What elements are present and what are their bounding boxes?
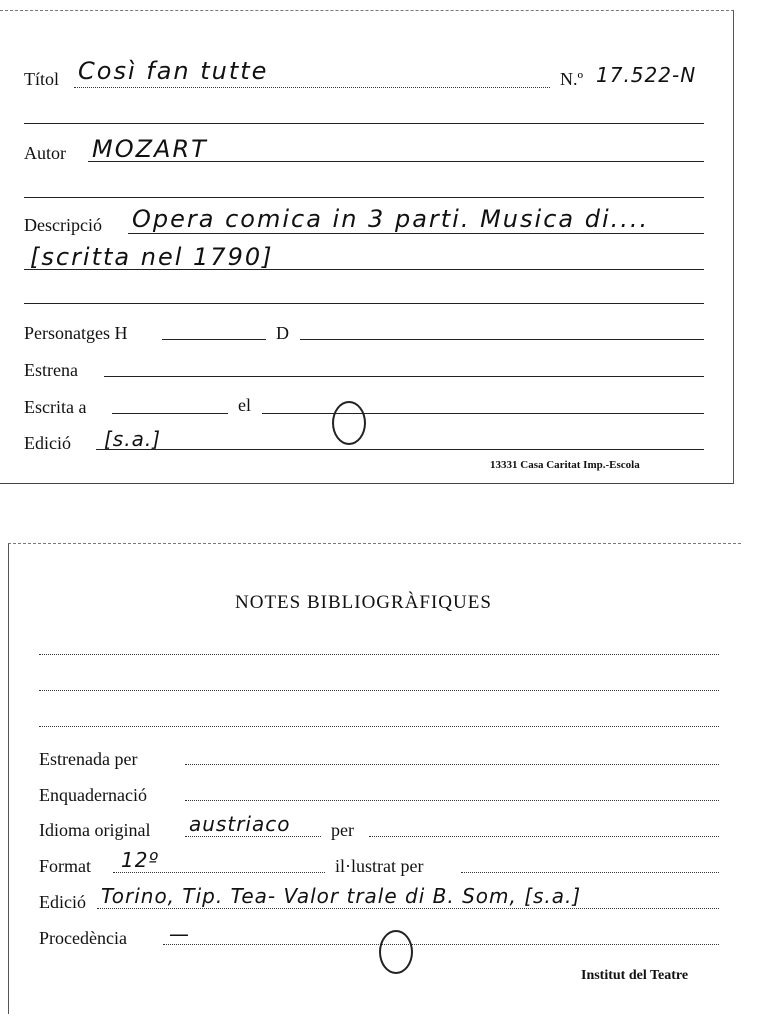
card2-footer: Institut del Teatre	[581, 968, 689, 983]
edicio-label: Edició	[24, 433, 71, 453]
descripcio-value-line2: [scritta nel 1790]	[30, 243, 274, 271]
punch-hole	[332, 401, 366, 445]
escrita-el-label: el	[238, 395, 251, 415]
card1-footer: 13331 Casa Caritat Imp.-Escola	[490, 459, 640, 471]
enquadernacio-line	[185, 800, 719, 801]
estrena-label: Estrena	[24, 360, 78, 380]
edicio-value: [s.a.]	[104, 427, 161, 451]
escrita-label: Escrita a	[24, 397, 87, 417]
procedencia-label: Procedència	[39, 928, 127, 948]
idioma-label: Idioma original	[39, 820, 151, 840]
edicio2-value: Torino, Tip. Tea- Valor trale di B. Som, [s.a.]	[101, 884, 582, 908]
autor-label: Autor	[24, 143, 66, 163]
numero-label: N.º	[560, 69, 584, 89]
idioma-per-label: per	[331, 820, 354, 840]
blank-dotted-line	[39, 654, 719, 655]
blank-dotted-line	[39, 726, 719, 727]
descripcio-line	[128, 233, 704, 234]
titol-label: Títol	[24, 69, 59, 89]
format-il-line	[461, 872, 719, 873]
autor-value: MOZART	[92, 135, 208, 163]
enquadernacio-label: Enquadernació	[39, 785, 147, 805]
blank-line	[24, 197, 704, 198]
format-il-label: il·lustrat per	[335, 856, 424, 876]
edicio-line	[96, 449, 704, 450]
personatges-label: Personatges H	[24, 323, 128, 343]
blank-dotted-line	[39, 690, 719, 691]
personatges-h-line	[162, 339, 266, 340]
personatges-d-label: D	[276, 323, 289, 343]
personatges-d-line	[300, 339, 704, 340]
catalog-card-back	[8, 543, 741, 1014]
edicio2-label: Edició	[39, 892, 86, 912]
notes-heading: NOTES BIBLIOGRÀFIQUES	[235, 592, 492, 613]
numero-value: 17.522-N	[596, 63, 697, 87]
titol-value: Così fan tutte	[78, 57, 269, 85]
estrenada-label: Estrenada per	[39, 749, 138, 769]
descripcio-value-line1: Opera comica in 3 parti. Musica di....	[132, 205, 650, 233]
estrena-line	[104, 376, 704, 377]
autor-line	[88, 161, 704, 162]
edicio2-line	[97, 908, 719, 909]
format-value: 12º	[121, 848, 159, 872]
escrita-a-line	[112, 413, 228, 414]
idioma-line	[185, 836, 321, 837]
format-label: Format	[39, 856, 91, 876]
blank-line	[24, 123, 704, 124]
procedencia-line	[163, 944, 719, 945]
idioma-per-line	[369, 836, 719, 837]
blank-line	[24, 303, 704, 304]
idioma-value: austriaco	[189, 812, 291, 836]
titol-line	[74, 87, 550, 88]
procedencia-value: —	[169, 922, 190, 946]
escrita-el-line	[262, 413, 704, 414]
punch-hole	[379, 930, 413, 974]
estrenada-line	[185, 764, 719, 765]
descripcio-label: Descripció	[24, 215, 102, 235]
descripcio-line-2	[24, 269, 704, 270]
catalog-card-front	[0, 10, 734, 484]
format-line	[113, 872, 325, 873]
